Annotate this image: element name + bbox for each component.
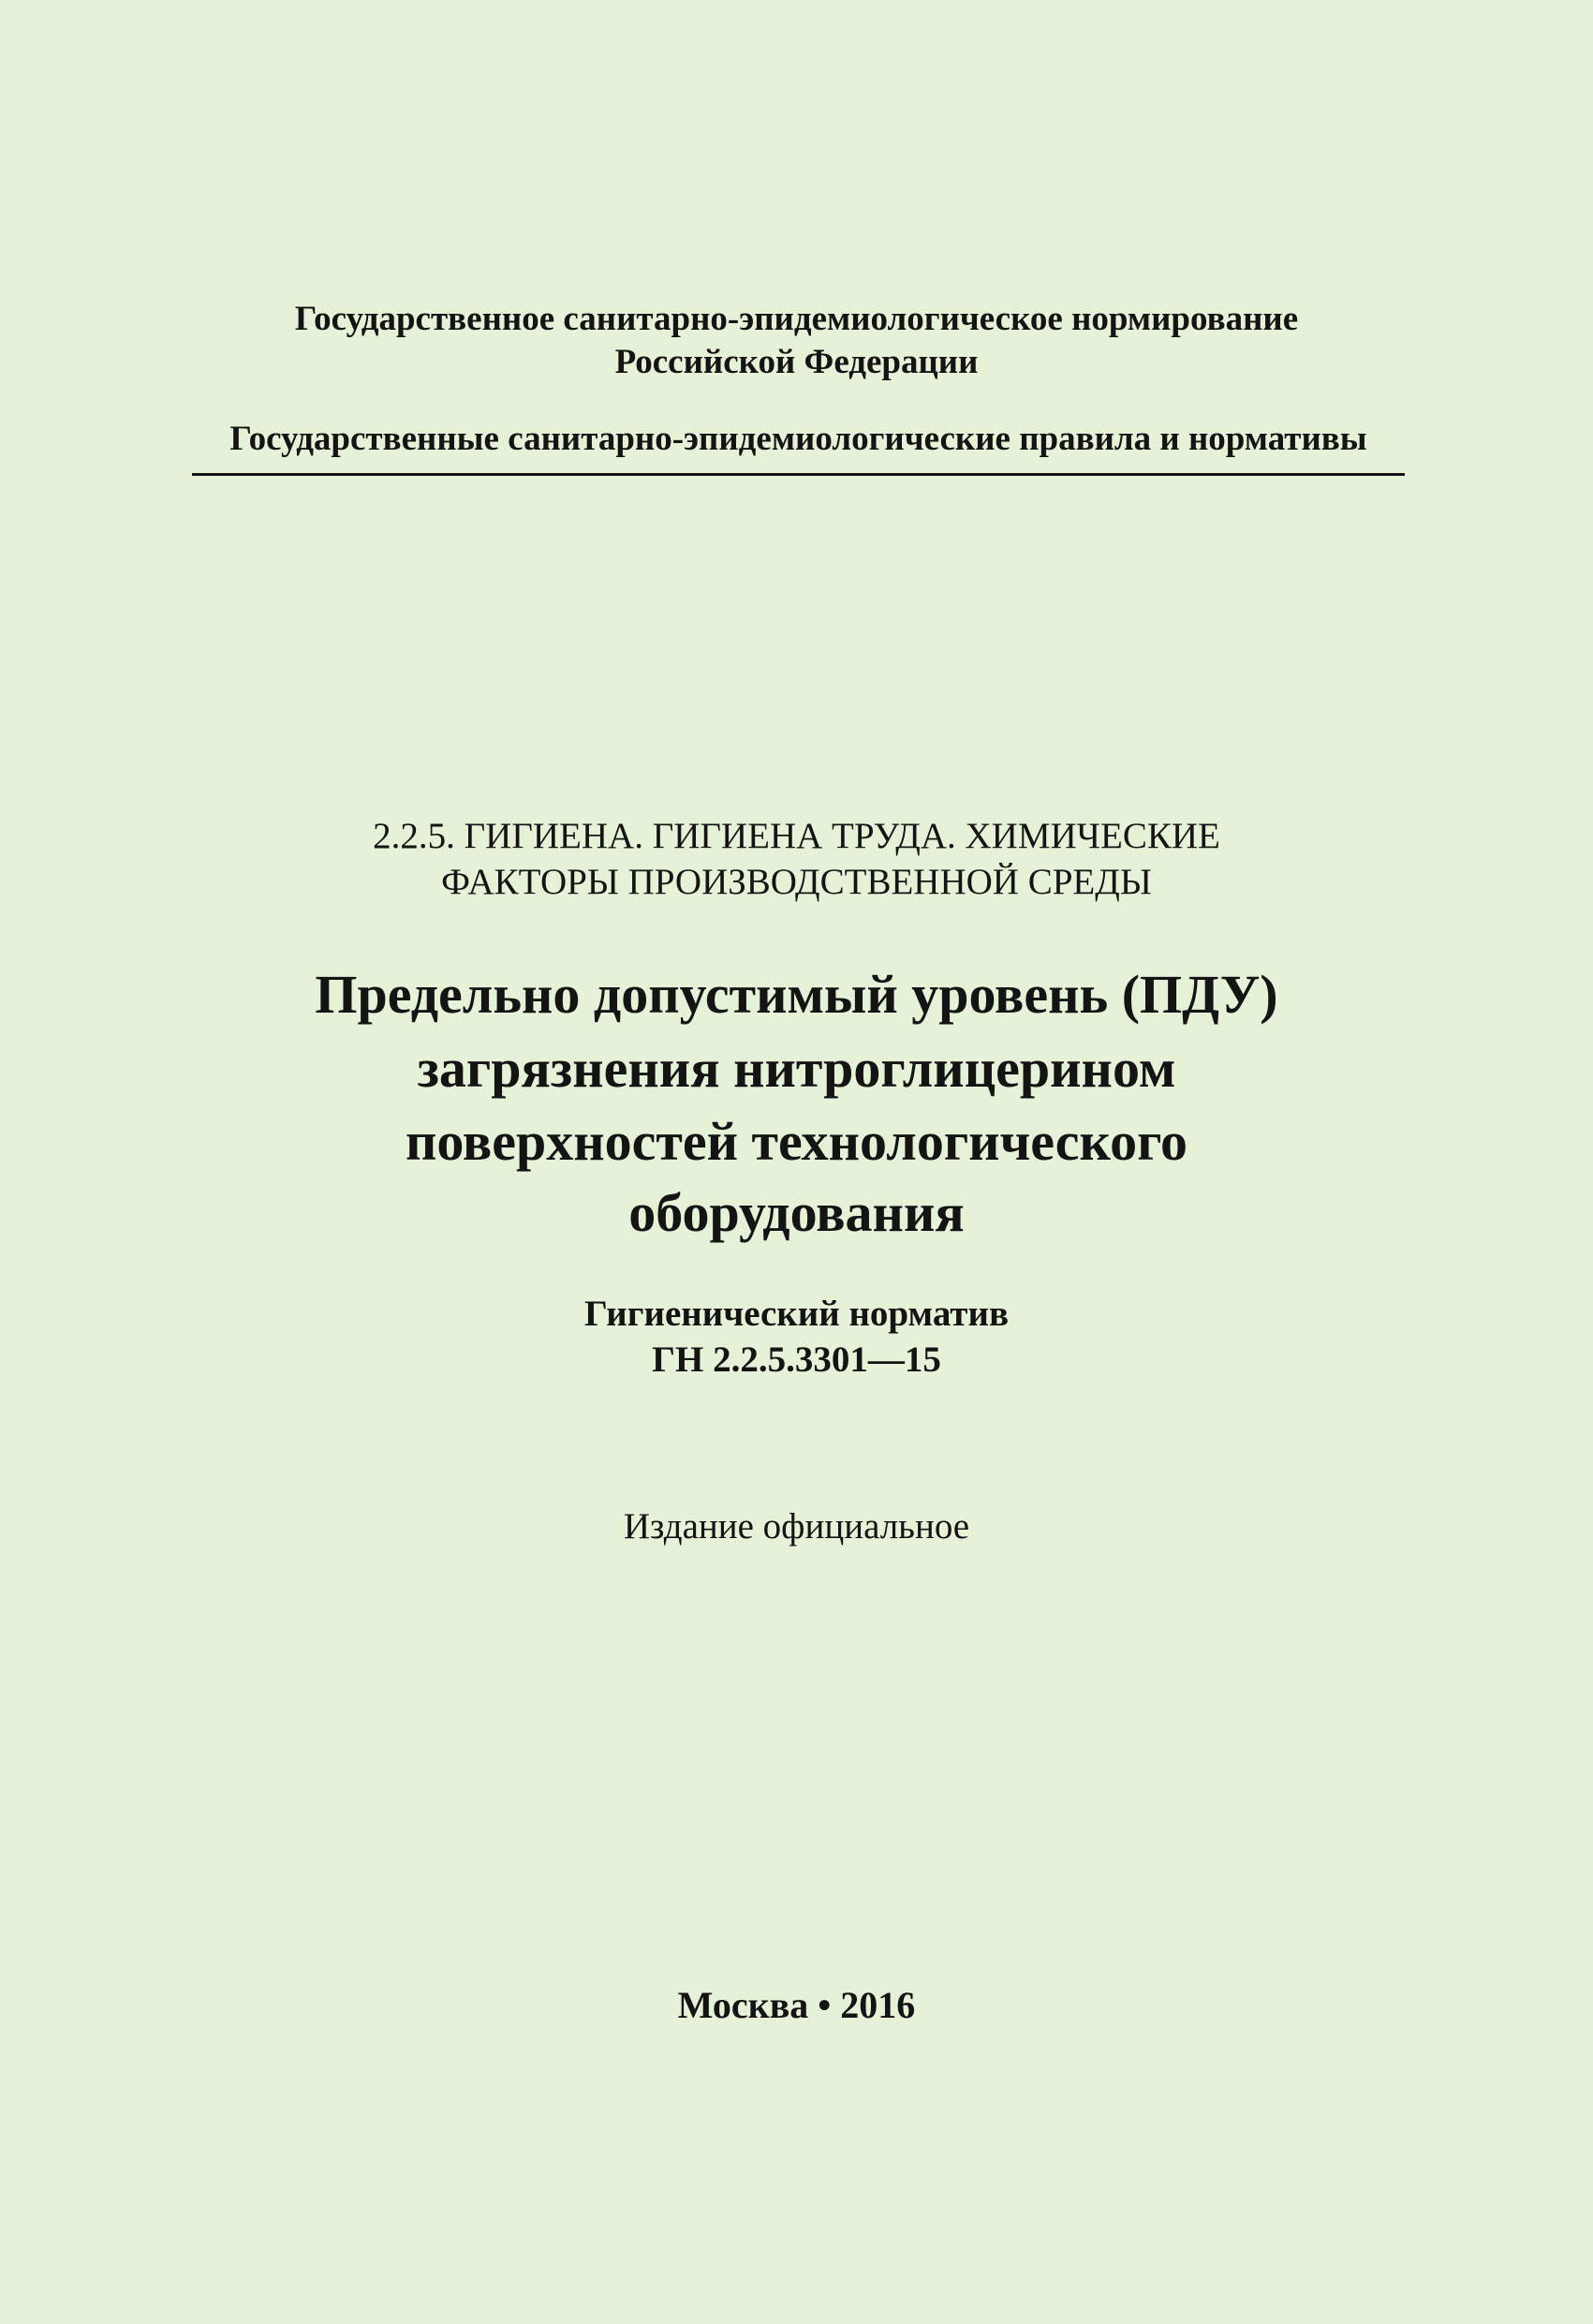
series-line-2: ФАКТОРЫ ПРОИЗВОДСТВЕННОЙ СРЕДЫ [441, 862, 1152, 902]
header-subtitle-text: Государственные санитарно-эпидемиологические правила и нормативы [229, 420, 1367, 458]
document-title-line-4: оборудования [628, 1182, 965, 1243]
series-line-1: 2.2.5. ГИГИЕНА. ГИГИЕНА ТРУДА. ХИМИЧЕСКИЕ [373, 816, 1220, 856]
document-title-line-2: загрязнения нитроглицерином [417, 1038, 1176, 1099]
norm-type: Гигиенический норматив [583, 1294, 1010, 1334]
edition-label: Издание официальное [623, 1506, 970, 1547]
document-title-line-3: поверхностей технологического [405, 1111, 1188, 1172]
header-subtitle [192, 422, 1405, 476]
norm-code: ГН 2.2.5.3301—15 [652, 1340, 941, 1380]
header-line-1: Государственное санитарно-эпидемиологическое нормирование [294, 300, 1299, 338]
imprint-place-year: Москва • 2016 [677, 1984, 916, 2026]
document-title-line-1: Предельно допустимый уровень (ПДУ) [315, 964, 1278, 1025]
header-line-2: Российской Федерации [614, 343, 979, 381]
